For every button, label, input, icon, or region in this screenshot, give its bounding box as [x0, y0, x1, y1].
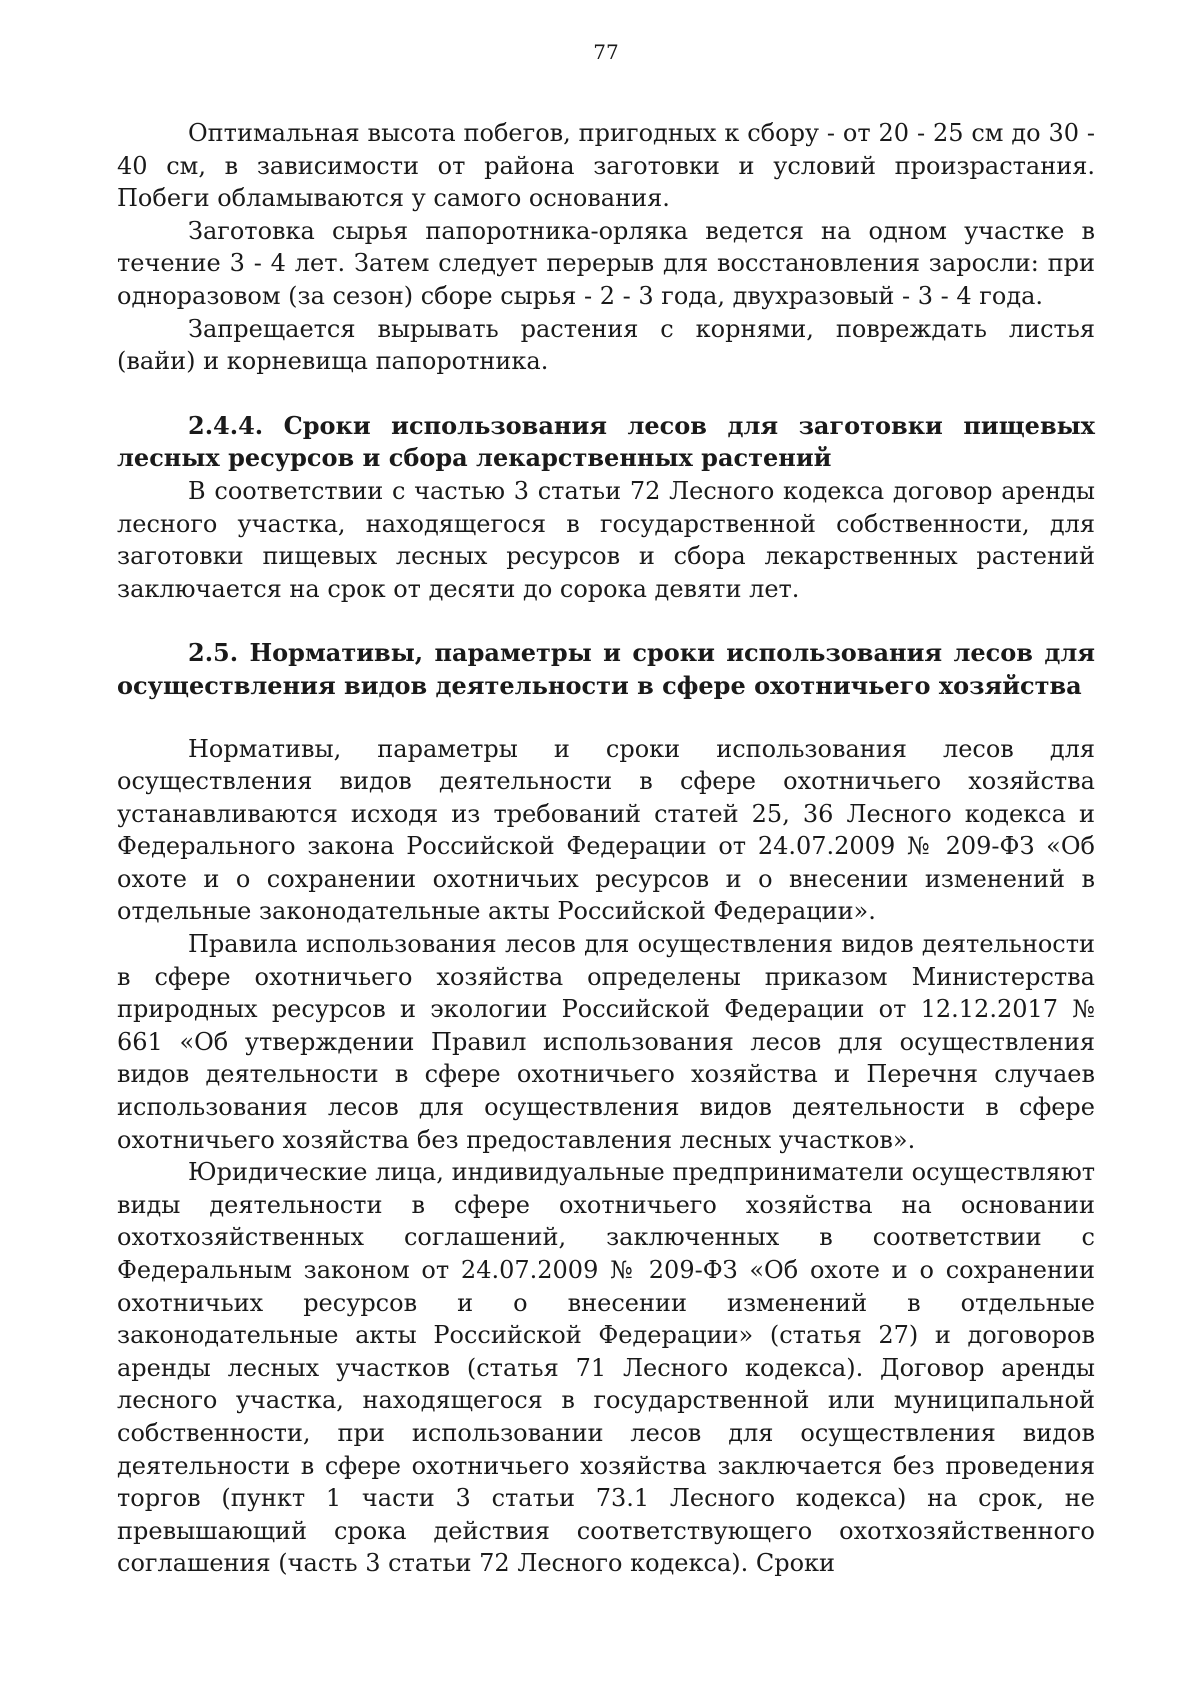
paragraph-harvest-period: Заготовка сырья папоротника-орляка ведется на одном участке в течение 3 - 4 лет. Затем следует перерыв для восстановления заросли: при одноразовом (за сезон) сборе сырья - 2 - 3 года, двухразовый - 3 - 4 года. [117, 216, 1095, 310]
page-content [117, 117, 1095, 1580]
paragraph-prohibition: Запрещается вырывать растения с корнями, повреждать листья (вайи) и корневища папоротника. [117, 314, 1095, 376]
paragraph-shoot-height: Оптимальная высота побегов, пригодных к сбору - от 20 - 25 см до 30 - 40 см, в зависимости от района заготовки и условий произрастания. Побеги обламываются у самого основания. [117, 119, 1095, 213]
paragraph-hunting-norms: Нормативы, параметры и сроки использования лесов для осуществления видов деятельности в сфере охотничьего хозяйства устанавливаются исходя из требований статей 25, 36 Лесного кодекса и Федерального закона Российской Федерации от 24.07.2009 № 209-ФЗ «Об охоте и о сохранении охотничьих ресурсов и о внесении изменений в отдельные законодательные акты Российской Федерации». [117, 734, 1095, 926]
paragraph-lease-term: В соответствии с частью 3 статьи 72 Лесного кодекса договор аренды лесного участка, находящегося в государственной собственности, для заготовки пищевых лесных ресурсов и сбора лекарственных растений заключается на срок от десяти до сорока девяти лет. [117, 476, 1095, 603]
paragraph-hunting-rules: Правила использования лесов для осуществления видов деятельности в сфере охотничьего хозяйства определены приказом Министерства природных ресурсов и экологии Российской Федерации от 12.12.2017 № 661 «Об утверждении Правил использования лесов для осуществления видов деятельности в сфере охотничьего хозяйства и Перечня случаев использования лесов для осуществления видов деятельности в сфере охотничьего хозяйства без предоставления лесных участков». [117, 930, 1095, 1154]
section-heading-2-4-4: 2.4.4. Сроки использования лесов для заготовки пищевых лесных ресурсов и сбора лекарственных растений [117, 410, 1095, 473]
section-heading-2-5: 2.5. Нормативы, параметры и сроки использования лесов для осуществления видов деятельности в сфере охотничьего хозяйства [117, 638, 1095, 700]
paragraph-hunting-agreements: Юридические лица, индивидуальные предприниматели осуществляют виды деятельности в сфере охотничьего хозяйства на основании охотхозяйственных соглашений, заключенных в соответствии с Федеральным законом от 24.07.2009 № 209-ФЗ «Об охоте и о сохранении охотничьих ресурсов и о внесении изменений в отдельные законодательные акты Российской Федерации» (статья 27) и договоров аренды лесных участков (статья 71 Лесного кодекса). Договор аренды лесного участка, находящегося в государственной или муниципальной собственности, при использовании лесов для осуществления видов деятельности в сфере охотничьего хозяйства заключается без проведения торгов (пункт 1 части 3 статьи 73.1 Лесного кодекса) на срок, не превышающий срока действия соответствующего охотхозяйственного соглашения (часть 3 статьи 72 Лесного кодекса). Сроки [117, 1158, 1095, 1578]
page-number: 77 [593, 40, 619, 64]
